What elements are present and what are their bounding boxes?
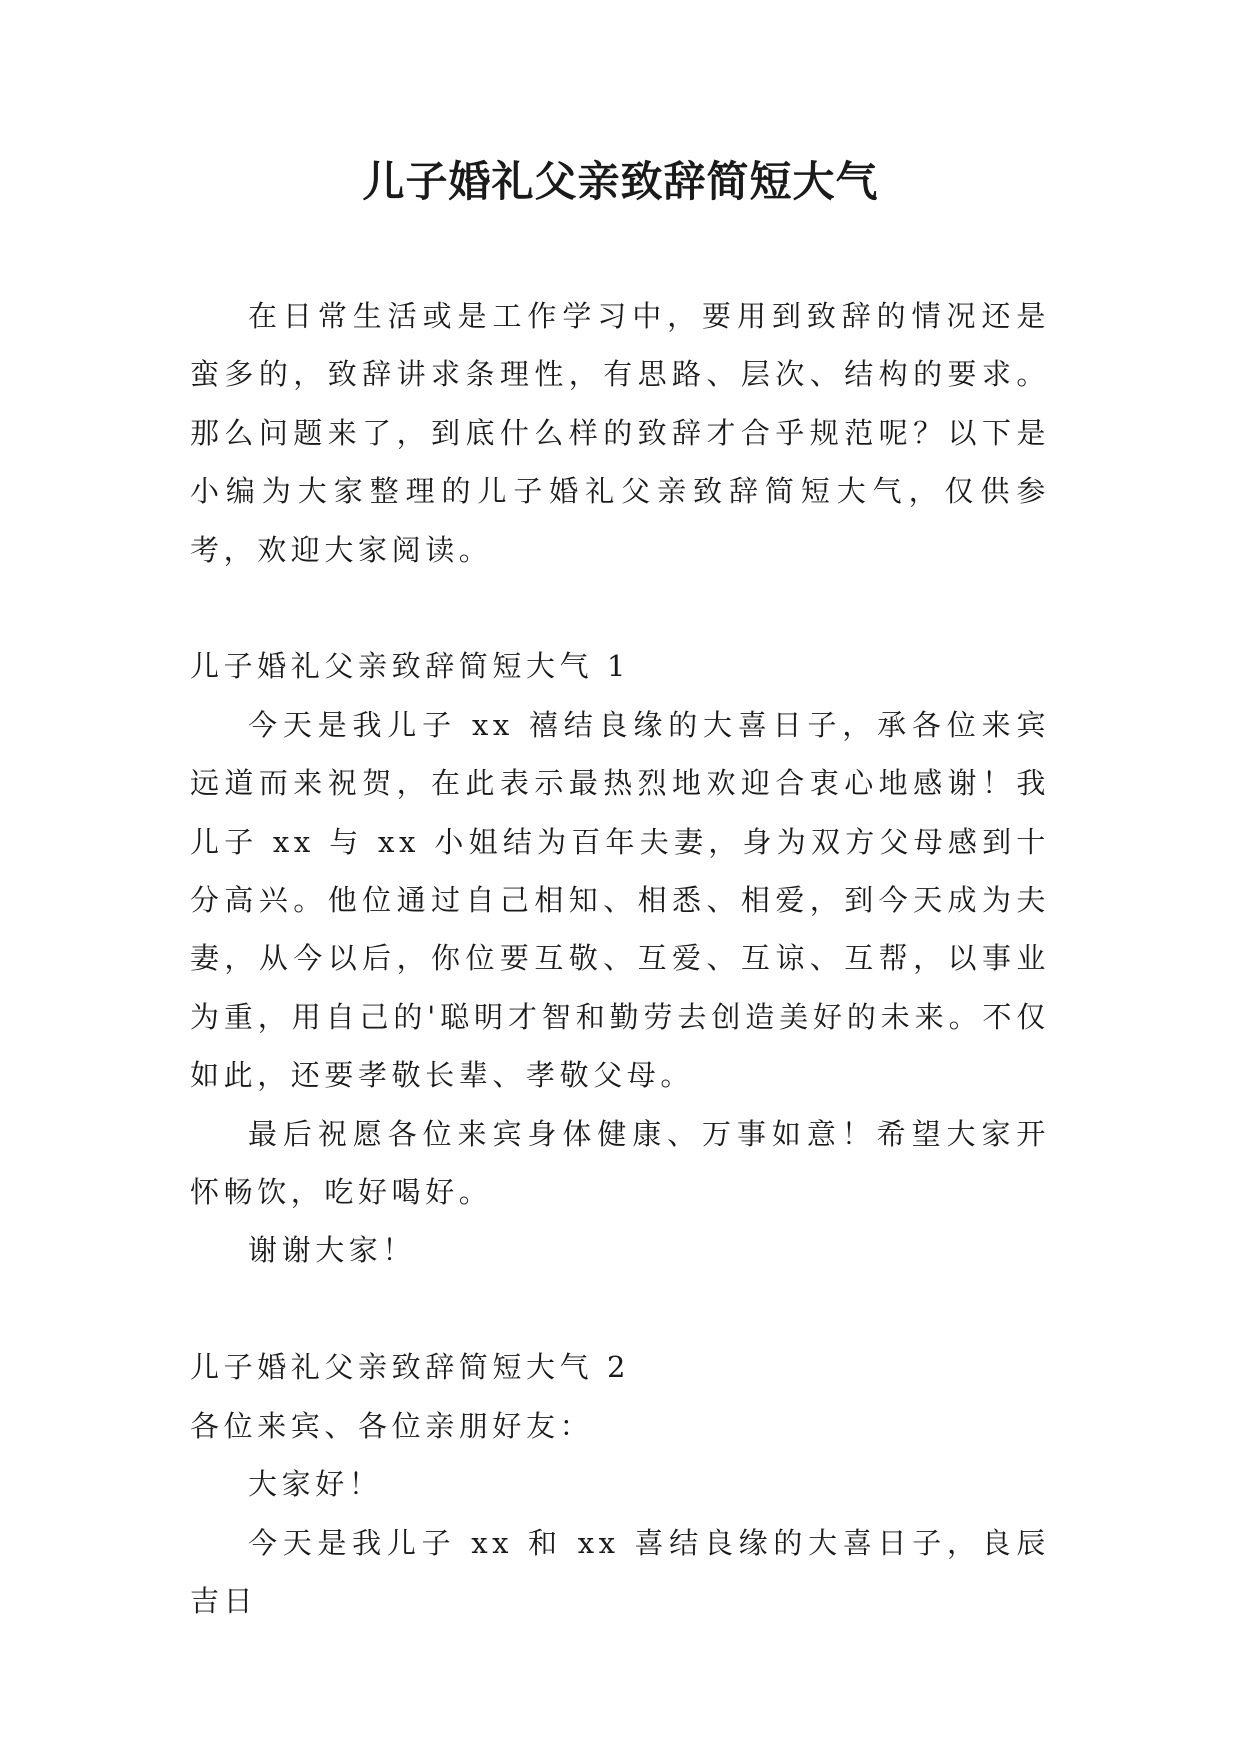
section-1-closing: 谢谢大家！ <box>248 1233 417 1268</box>
section-2-paragraph-1: 今天是我儿子 xx 和 xx 喜结良缘的大喜日子，良辰吉日 <box>190 1525 1050 1618</box>
section-1-paragraph-2: 最后祝愿各位来宾身体健康、万事如意！希望大家开怀畅饮，吃好喝好。 <box>190 1116 1050 1210</box>
section-2-salutation: 各位来宾、各位亲朋好友： <box>190 1408 594 1443</box>
document-title: 儿子婚礼父亲致辞简短大气 <box>362 157 879 206</box>
document-body <box>190 287 1050 1630</box>
section-spacer <box>190 1280 1050 1338</box>
section-1-paragraph-1: 今天是我儿子 xx 禧结良缘的大喜日子，承各位来宾远道而来祝贺，在此表示最热烈地欢迎合衷心地感谢！我儿子 xx 与 xx 小姐结为百年夫妻，身为双方父母感到十分高兴。他位通过自己相知、相悉、相爱，到今天成为夫妻，从今以后，你位要互敬、互爱、互谅、互帮，以事业为重，用自己的'聪明才智和勤劳去创造美好的未来。不仅如此，还要孝敬长辈、孝敬父母。 <box>190 707 1050 1093</box>
section-2-greeting: 大家好！ <box>248 1467 383 1502</box>
intro-paragraph: 在日常生活或是工作学习中，要用到致辞的情况还是蛮多的，致辞讲求条理性，有思路、层次、结构的要求。那么问题来了，到底什么样的致辞才合乎规范呢？以下是小编为大家整理的儿子婚礼父亲致辞简短大气，仅供参考，欢迎大家阅读。 <box>190 299 1050 567</box>
section-1-heading: 儿子婚礼父亲致辞简短大气 1 <box>190 649 631 684</box>
section-2-heading: 儿子婚礼父亲致辞简短大气 2 <box>190 1350 631 1385</box>
section-spacer <box>190 579 1050 637</box>
